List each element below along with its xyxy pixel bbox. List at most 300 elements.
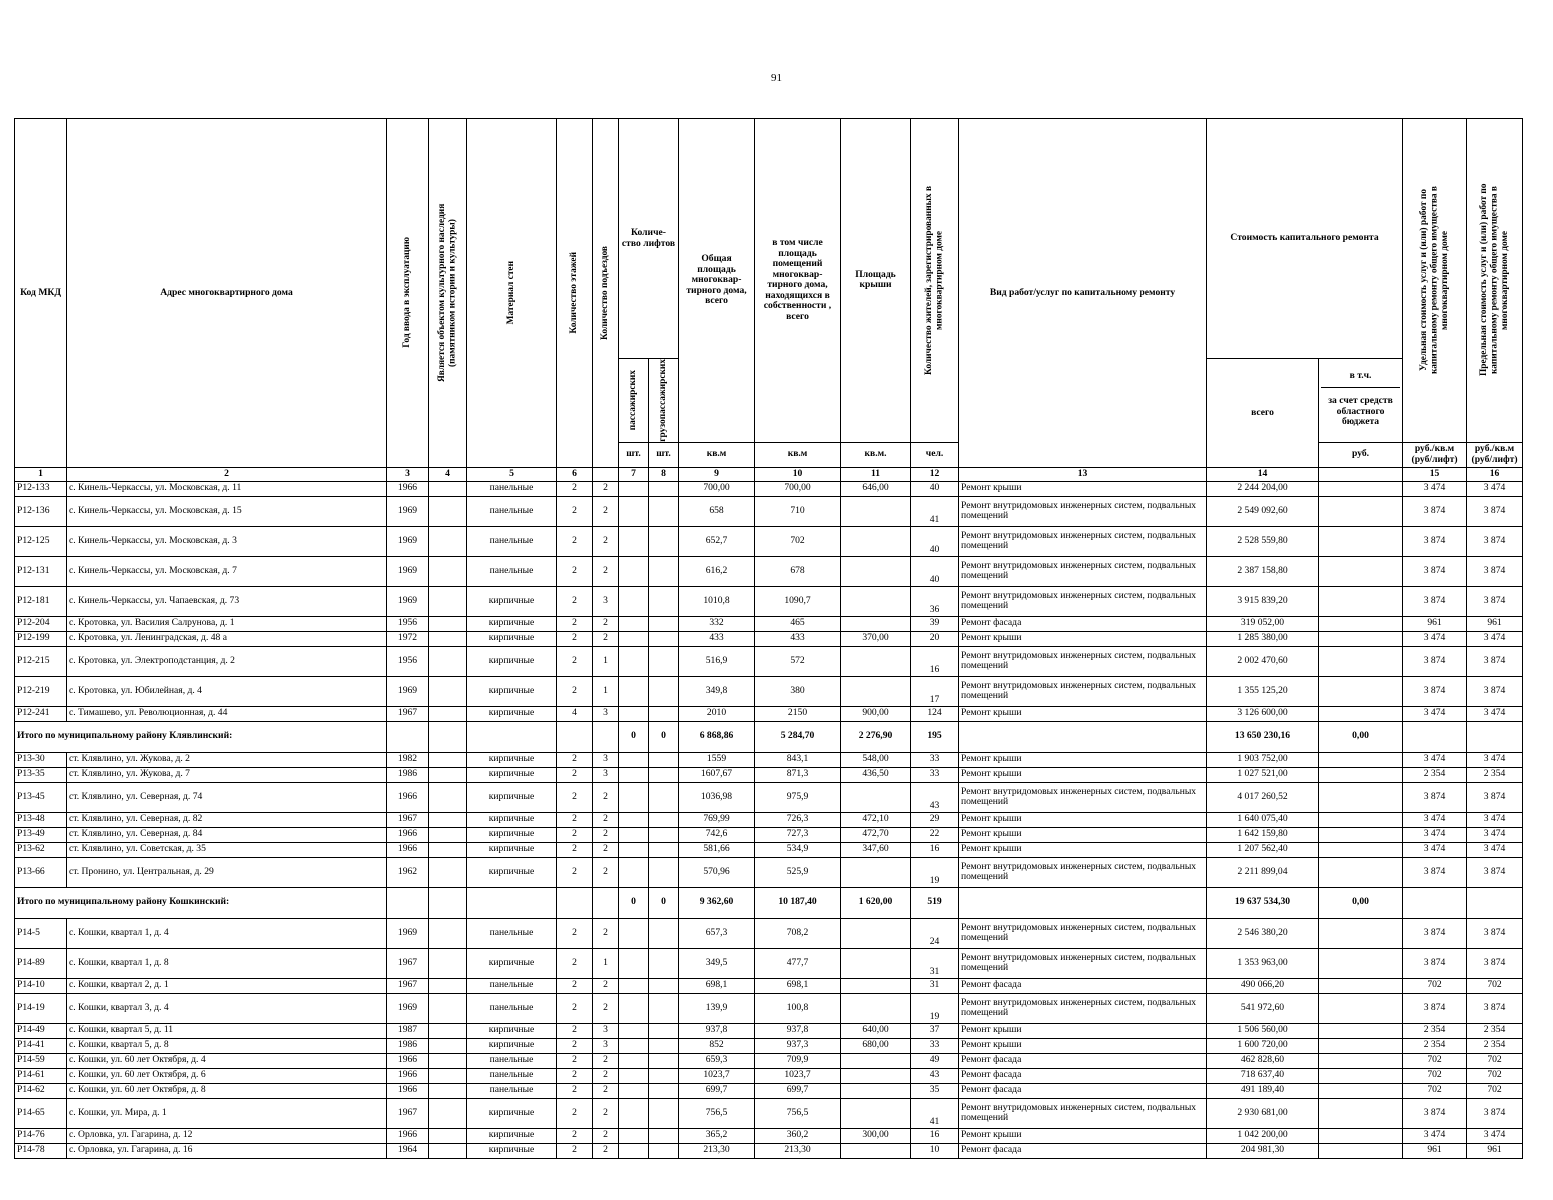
header-wall: Материал стен (467, 119, 557, 468)
cell-work-type: Ремонт фасада (959, 1143, 1207, 1158)
cell-cost-total: 1 042 200,00 (1207, 1128, 1319, 1143)
cell-cost-regional (1319, 1038, 1403, 1053)
cell-lifts-passenger (619, 857, 649, 887)
cell-lifts-cargo (649, 827, 679, 842)
cell-unit-cost: 3 474 (1403, 481, 1467, 496)
cell-entrances: 2 (593, 827, 619, 842)
cell-floors: 2 (557, 993, 593, 1023)
cell-heritage (429, 676, 467, 706)
cell-floors: 2 (557, 1023, 593, 1038)
column-number: 10 (755, 467, 841, 481)
cell-work-type: Ремонт фасада (959, 1068, 1207, 1083)
header-area-total: Общая площадь многоквар- тирного дома, всего (679, 119, 755, 443)
cell-address: ст. Клявлино, ул. Северная, д. 84 (67, 827, 387, 842)
cell-heritage (429, 1143, 467, 1158)
cell-area-own: 1090,7 (755, 586, 841, 616)
cell-heritage (429, 631, 467, 646)
cell-floors: 2 (557, 1053, 593, 1068)
cell-area: 516,9 (679, 646, 755, 676)
cell-roof (841, 586, 911, 616)
cell-roof: 472,70 (841, 827, 911, 842)
cell-code: P14-65 (15, 1098, 67, 1128)
empty-cell (467, 721, 557, 752)
cell-lifts-cargo (649, 857, 679, 887)
cell-residents: 10 (911, 1143, 959, 1158)
cell-lifts-passenger (619, 812, 649, 827)
cell-lifts-passenger (619, 481, 649, 496)
cell-code: P12-125 (15, 526, 67, 556)
cell-limit-cost: 3 874 (1467, 676, 1523, 706)
empty-cell (1467, 887, 1523, 918)
cell-year: 1966 (387, 1068, 429, 1083)
cell-cost-total: 2 211 899,04 (1207, 857, 1319, 887)
cell-area: 616,2 (679, 556, 755, 586)
cell-entrances: 2 (593, 1083, 619, 1098)
cell-cost-regional (1319, 1053, 1403, 1068)
cell-limit-cost: 3 474 (1467, 1128, 1523, 1143)
cell-work-type: Ремонт крыши (959, 481, 1207, 496)
cell-lifts-cargo (649, 616, 679, 631)
total-residents: 519 (911, 887, 959, 918)
cell-code: P14-49 (15, 1023, 67, 1038)
cell-floors: 2 (557, 1038, 593, 1053)
cell-wall: кирпичные (467, 948, 557, 978)
cell-cost-total: 2 002 470,60 (1207, 646, 1319, 676)
total-row (15, 721, 1523, 752)
cell-cost-regional (1319, 646, 1403, 676)
table-row (15, 1083, 1523, 1098)
cell-code: P13-30 (15, 752, 67, 767)
cell-lifts-cargo (649, 978, 679, 993)
column-number (1319, 467, 1403, 481)
cell-cost-regional (1319, 1023, 1403, 1038)
cell-lifts-cargo (649, 1098, 679, 1128)
cell-entrances: 3 (593, 586, 619, 616)
empty-cell (387, 887, 429, 918)
cell-work-type: Ремонт внутридомовых инженерных систем, подвальных помещений (959, 993, 1207, 1023)
cell-area-own: 756,5 (755, 1098, 841, 1128)
header-entrances: Количество подъездов (593, 119, 619, 468)
cell-residents: 124 (911, 706, 959, 721)
cell-address: с. Кротовка, ул. Ленинградская, д. 48 а (67, 631, 387, 646)
cell-year: 1966 (387, 1083, 429, 1098)
cell-lifts-passenger (619, 993, 649, 1023)
cell-residents: 16 (911, 1128, 959, 1143)
cell-floors: 2 (557, 1128, 593, 1143)
cell-area: 2010 (679, 706, 755, 721)
column-number: 12 (911, 467, 959, 481)
cell-roof (841, 1143, 911, 1158)
cell-wall: кирпичные (467, 857, 557, 887)
table-row (15, 616, 1523, 631)
cell-code: P14-61 (15, 1068, 67, 1083)
cell-residents: 24 (911, 918, 959, 948)
column-number: 4 (429, 467, 467, 481)
cell-area-own: 678 (755, 556, 841, 586)
cell-entrances: 2 (593, 616, 619, 631)
cell-roof: 300,00 (841, 1128, 911, 1143)
column-number: 5 (467, 467, 557, 481)
table-row (15, 948, 1523, 978)
cell-lifts-cargo (649, 1053, 679, 1068)
table-row (15, 1098, 1523, 1128)
cell-cost-total: 2 528 559,80 (1207, 526, 1319, 556)
cell-lifts-cargo (649, 646, 679, 676)
cell-cost-regional (1319, 556, 1403, 586)
cell-roof (841, 918, 911, 948)
cell-heritage (429, 948, 467, 978)
cell-residents: 43 (911, 1068, 959, 1083)
cell-cost-total: 3 915 839,20 (1207, 586, 1319, 616)
cell-cost-regional (1319, 706, 1403, 721)
cell-lifts-passenger (619, 706, 649, 721)
cell-year: 1969 (387, 993, 429, 1023)
cell-roof (841, 676, 911, 706)
cell-work-type: Ремонт внутридомовых инженерных систем, подвальных помещений (959, 526, 1207, 556)
column-number: 16 (1467, 467, 1523, 481)
header-area-own: в том числе площадь помещений многоквар- тирного дома, находящихся в собственности , всего (755, 119, 841, 443)
cell-roof (841, 978, 911, 993)
cell-area-own: 380 (755, 676, 841, 706)
cell-code: P13-49 (15, 827, 67, 842)
cell-heritage (429, 706, 467, 721)
page-number: 91 (771, 72, 782, 84)
table-row (15, 782, 1523, 812)
column-number: 13 (959, 467, 1207, 481)
empty-cell (467, 887, 557, 918)
cell-code: P14-5 (15, 918, 67, 948)
cell-unit-cost: 3 474 (1403, 812, 1467, 827)
cell-code: P12-181 (15, 586, 67, 616)
cell-cost-total: 1 285 380,00 (1207, 631, 1319, 646)
cell-area: 1010,8 (679, 586, 755, 616)
cell-wall: кирпичные (467, 646, 557, 676)
cell-residents: 33 (911, 752, 959, 767)
cell-area-own: 534,9 (755, 842, 841, 857)
cell-heritage (429, 767, 467, 782)
header-cost-total: всего (1207, 359, 1319, 468)
cell-roof (841, 496, 911, 526)
cell-limit-cost: 2 354 (1467, 1023, 1523, 1038)
cell-area-own: 726,3 (755, 812, 841, 827)
cell-entrances: 2 (593, 993, 619, 1023)
cell-limit-cost: 3 874 (1467, 586, 1523, 616)
cell-code: P12-131 (15, 556, 67, 586)
cell-entrances: 2 (593, 842, 619, 857)
cell-residents: 33 (911, 1038, 959, 1053)
cell-area-own: 2150 (755, 706, 841, 721)
cell-limit-cost: 702 (1467, 1068, 1523, 1083)
cell-address: ст. Пронино, ул. Центральная, д. 29 (67, 857, 387, 887)
cell-wall: панельные (467, 1068, 557, 1083)
cell-lifts-cargo (649, 842, 679, 857)
cell-year: 1966 (387, 1053, 429, 1068)
cell-residents: 31 (911, 978, 959, 993)
cell-floors: 2 (557, 631, 593, 646)
cell-work-type: Ремонт внутридомовых инженерных систем, подвальных помещений (959, 782, 1207, 812)
cell-unit-cost: 702 (1403, 1068, 1467, 1083)
cell-heritage (429, 1128, 467, 1143)
cell-lifts-passenger (619, 496, 649, 526)
cell-roof (841, 1068, 911, 1083)
cell-entrances: 2 (593, 556, 619, 586)
cell-wall: кирпичные (467, 782, 557, 812)
cell-cost-total: 4 017 260,52 (1207, 782, 1319, 812)
cell-area-own: 698,1 (755, 978, 841, 993)
cell-code: P14-59 (15, 1053, 67, 1068)
cell-roof (841, 1098, 911, 1128)
cell-year: 1966 (387, 1128, 429, 1143)
cell-cost-regional (1319, 586, 1403, 616)
total-label: Итого по муниципальному району Клявлинский: (15, 721, 387, 752)
cell-wall: кирпичные (467, 586, 557, 616)
total-lifts-passenger: 0 (619, 887, 649, 918)
cell-floors: 2 (557, 1083, 593, 1098)
unit-roof: кв.м. (841, 442, 911, 467)
cell-code: P13-35 (15, 767, 67, 782)
cell-lifts-passenger (619, 827, 649, 842)
cell-area-own: 525,9 (755, 857, 841, 887)
cell-area-own: 213,30 (755, 1143, 841, 1158)
empty-cell (959, 721, 1207, 752)
cell-roof (841, 1053, 911, 1068)
cell-area-own: 100,8 (755, 993, 841, 1023)
header-code: Код МКД (15, 119, 67, 468)
cell-limit-cost: 2 354 (1467, 767, 1523, 782)
cell-cost-regional (1319, 948, 1403, 978)
cell-heritage (429, 1068, 467, 1083)
cell-address: с. Кошки, ул. 60 лет Октября, д. 8 (67, 1083, 387, 1098)
cell-address: с. Кинель-Черкассы, ул. Чапаевская, д. 73 (67, 586, 387, 616)
total-cost: 19 637 534,30 (1207, 887, 1319, 918)
header-unit-cost: Удельная стоимость услуг и (или) работ по капитальному ремонту общего имущества в многоквартирном доме (1403, 119, 1467, 443)
cell-floors: 2 (557, 948, 593, 978)
cell-code: P12-136 (15, 496, 67, 526)
cell-entrances: 2 (593, 1098, 619, 1128)
cell-roof: 436,50 (841, 767, 911, 782)
cell-limit-cost: 3 474 (1467, 752, 1523, 767)
cell-lifts-passenger (619, 526, 649, 556)
cell-heritage (429, 1053, 467, 1068)
cell-address: с. Кротовка, ул. Юбилейная, д. 4 (67, 676, 387, 706)
cell-lifts-cargo (649, 918, 679, 948)
cell-roof: 548,00 (841, 752, 911, 767)
cell-unit-cost: 3 474 (1403, 752, 1467, 767)
cell-limit-cost: 3 874 (1467, 782, 1523, 812)
cell-code: P12-215 (15, 646, 67, 676)
cell-area: 658 (679, 496, 755, 526)
cell-lifts-passenger (619, 767, 649, 782)
unit-lifts-p: шт. (619, 442, 649, 467)
total-roof: 1 620,00 (841, 887, 911, 918)
cell-unit-cost: 3 874 (1403, 782, 1467, 812)
cell-year: 1969 (387, 526, 429, 556)
cell-cost-regional (1319, 1128, 1403, 1143)
cell-cost-total: 1 903 752,00 (1207, 752, 1319, 767)
cell-cost-total: 491 189,40 (1207, 1083, 1319, 1098)
cell-unit-cost: 3 874 (1403, 1098, 1467, 1128)
cell-lifts-passenger (619, 1143, 649, 1158)
cell-cost-total: 204 981,30 (1207, 1143, 1319, 1158)
total-area: 6 868,86 (679, 721, 755, 752)
table-row (15, 752, 1523, 767)
cell-wall: кирпичные (467, 1038, 557, 1053)
cell-unit-cost: 2 354 (1403, 1023, 1467, 1038)
cell-entrances: 2 (593, 1053, 619, 1068)
cell-lifts-passenger (619, 1068, 649, 1083)
cell-heritage (429, 812, 467, 827)
cell-area: 570,96 (679, 857, 755, 887)
cell-roof (841, 1083, 911, 1098)
cell-wall: кирпичные (467, 827, 557, 842)
cell-lifts-passenger (619, 948, 649, 978)
cell-residents: 41 (911, 1098, 959, 1128)
header-limit-cost: Предельная стоимость услуг и (или) работ по капитальному ремонту общего имущества в многоквартирном доме (1467, 119, 1523, 443)
cell-area-own: 937,3 (755, 1038, 841, 1053)
cell-unit-cost: 3 874 (1403, 496, 1467, 526)
cell-floors: 2 (557, 827, 593, 842)
cell-heritage (429, 1023, 467, 1038)
cell-cost-total: 1 207 562,40 (1207, 842, 1319, 857)
header-cost-group: Стоимость капитального ремонта (1207, 119, 1403, 359)
column-number: 6 (557, 467, 593, 481)
cell-cost-total: 541 972,60 (1207, 993, 1319, 1023)
cell-heritage (429, 1098, 467, 1128)
table-row (15, 586, 1523, 616)
cell-residents: 17 (911, 676, 959, 706)
cell-lifts-cargo (649, 1023, 679, 1038)
cell-address: с. Кинель-Черкассы, ул. Московская, д. 3 (67, 526, 387, 556)
cell-limit-cost: 3 874 (1467, 526, 1523, 556)
cell-lifts-passenger (619, 616, 649, 631)
cell-year: 1966 (387, 782, 429, 812)
cell-area-own: 702 (755, 526, 841, 556)
cell-cost-total: 319 052,00 (1207, 616, 1319, 631)
cell-wall: кирпичные (467, 1128, 557, 1143)
cell-address: с. Кошки, квартал 1, д. 8 (67, 948, 387, 978)
cell-heritage (429, 556, 467, 586)
cell-year: 1969 (387, 676, 429, 706)
cell-residents: 29 (911, 812, 959, 827)
cell-address: с. Тимашево, ул. Революционная, д. 44 (67, 706, 387, 721)
cell-year: 1987 (387, 1023, 429, 1038)
cell-area: 742,6 (679, 827, 755, 842)
cell-year: 1969 (387, 496, 429, 526)
cell-cost-regional (1319, 918, 1403, 948)
cell-residents: 41 (911, 496, 959, 526)
cell-work-type: Ремонт крыши (959, 1023, 1207, 1038)
cell-wall: кирпичные (467, 1023, 557, 1038)
cell-code: P13-45 (15, 782, 67, 812)
cell-address: с. Кошки, ул. 60 лет Октября, д. 4 (67, 1053, 387, 1068)
cell-lifts-cargo (649, 1128, 679, 1143)
header-address: Адрес многоквартирного дома (67, 119, 387, 468)
table-body (15, 481, 1523, 1158)
cell-work-type: Ремонт крыши (959, 827, 1207, 842)
cell-entrances: 2 (593, 1128, 619, 1143)
cell-area-own: 708,2 (755, 918, 841, 948)
cell-limit-cost: 3 874 (1467, 496, 1523, 526)
cell-heritage (429, 978, 467, 993)
table-row (15, 706, 1523, 721)
cell-unit-cost: 702 (1403, 1053, 1467, 1068)
cell-code: P12-219 (15, 676, 67, 706)
unit-limit-cost: руб./кв.м (руб/лифт) (1467, 442, 1523, 467)
cell-cost-regional (1319, 993, 1403, 1023)
cell-year: 1956 (387, 646, 429, 676)
cell-code: P14-76 (15, 1128, 67, 1143)
cell-address: с. Кинель-Черкассы, ул. Московская, д. 15 (67, 496, 387, 526)
cell-unit-cost: 3 474 (1403, 631, 1467, 646)
cell-unit-cost: 3 874 (1403, 526, 1467, 556)
cell-heritage (429, 827, 467, 842)
empty-cell (1403, 721, 1467, 752)
cell-floors: 2 (557, 586, 593, 616)
cell-cost-total: 2 387 158,80 (1207, 556, 1319, 586)
column-number: 3 (387, 467, 429, 481)
cell-wall: кирпичные (467, 1143, 557, 1158)
table-row (15, 842, 1523, 857)
unit-lifts-c: шт. (649, 442, 679, 467)
cell-lifts-passenger (619, 1083, 649, 1098)
cell-year: 1966 (387, 481, 429, 496)
cell-address: ст. Клявлино, ул. Советская, д. 35 (67, 842, 387, 857)
cell-area: 659,3 (679, 1053, 755, 1068)
cell-cost-total: 490 066,20 (1207, 978, 1319, 993)
cell-area-own: 572 (755, 646, 841, 676)
cell-floors: 2 (557, 842, 593, 857)
cell-address: с. Кошки, квартал 1, д. 4 (67, 918, 387, 948)
cell-cost-total: 2 930 681,00 (1207, 1098, 1319, 1128)
cell-area: 1607,67 (679, 767, 755, 782)
cell-limit-cost: 3 474 (1467, 631, 1523, 646)
cell-residents: 33 (911, 767, 959, 782)
empty-cell (593, 887, 619, 918)
cell-heritage (429, 918, 467, 948)
unit-residents: чел. (911, 442, 959, 467)
cell-wall: кирпичные (467, 616, 557, 631)
cell-area-own: 465 (755, 616, 841, 631)
cell-floors: 2 (557, 1143, 593, 1158)
empty-cell (429, 721, 467, 752)
cell-roof (841, 646, 911, 676)
cell-cost-total: 1 027 521,00 (1207, 767, 1319, 782)
cell-lifts-cargo (649, 496, 679, 526)
cell-code: P13-66 (15, 857, 67, 887)
cell-code: P14-62 (15, 1083, 67, 1098)
table-row (15, 646, 1523, 676)
cell-address: с. Кошки, квартал 3, д. 4 (67, 993, 387, 1023)
header-year: Год ввода в эксплуатацию (387, 119, 429, 468)
table-row (15, 827, 1523, 842)
total-lifts-cargo: 0 (649, 721, 679, 752)
cell-address: ст. Клявлино, ул. Жукова, д. 2 (67, 752, 387, 767)
cell-floors: 2 (557, 676, 593, 706)
column-number: 7 (619, 467, 649, 481)
cell-heritage (429, 481, 467, 496)
cell-cost-regional (1319, 1143, 1403, 1158)
cell-area: 769,99 (679, 812, 755, 827)
cell-unit-cost: 702 (1403, 978, 1467, 993)
cell-lifts-cargo (649, 706, 679, 721)
cell-lifts-passenger (619, 1128, 649, 1143)
cell-entrances: 2 (593, 857, 619, 887)
column-number: 8 (649, 467, 679, 481)
header-lifts-cargo: грузопассажирских (649, 359, 679, 443)
cell-work-type: Ремонт внутридомовых инженерных систем, подвальных помещений (959, 676, 1207, 706)
cell-floors: 2 (557, 918, 593, 948)
cell-roof (841, 526, 911, 556)
